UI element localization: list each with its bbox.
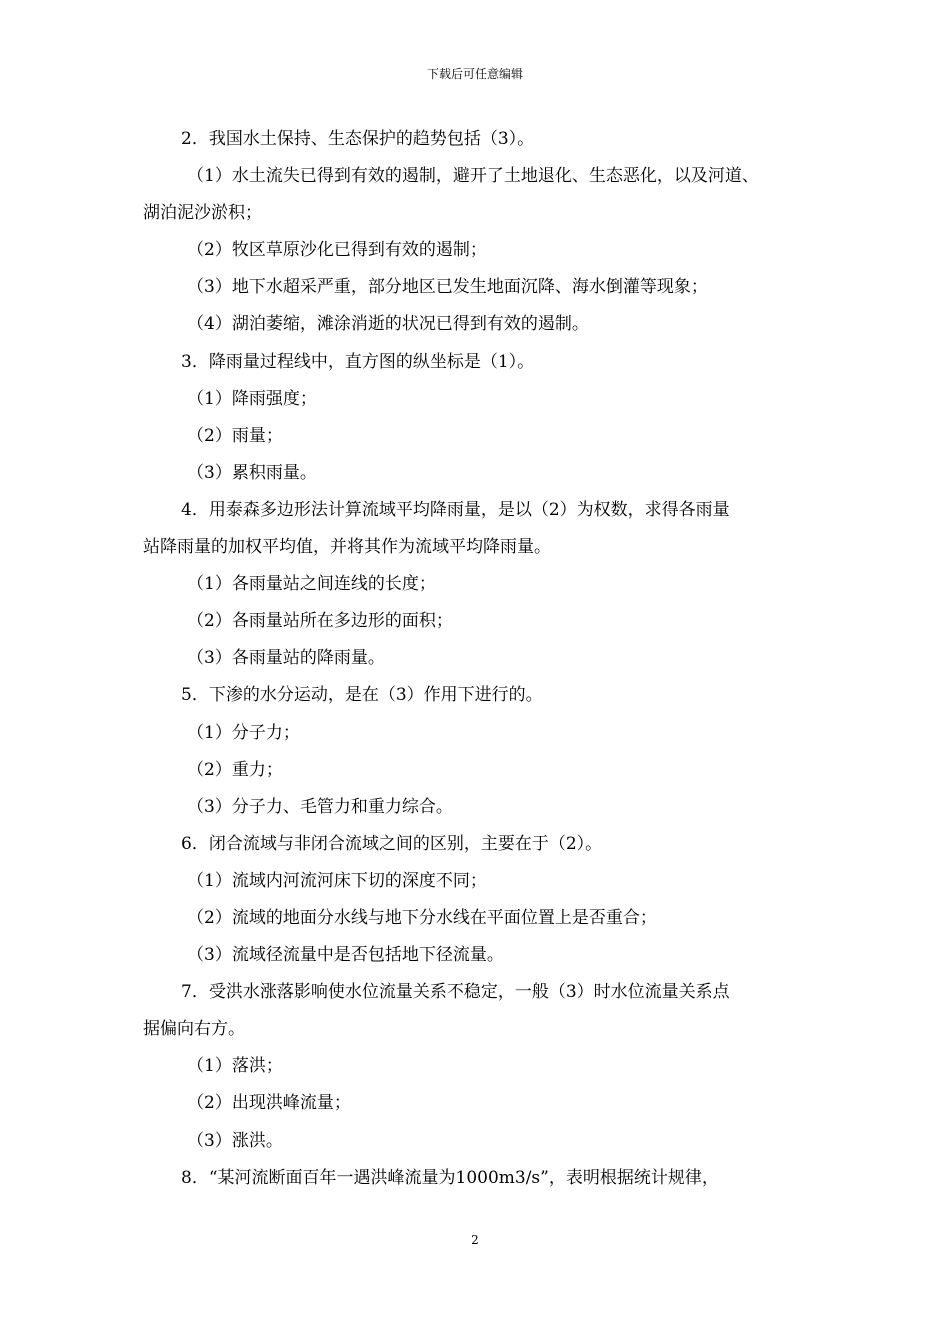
page-header: 下载后可任意编辑	[426, 67, 523, 81]
text-line: （3）累积雨量。	[187, 462, 317, 483]
text-line: （2）牧区草原沙化已得到有效的遏制；	[187, 240, 487, 261]
text-line: （2）雨量；	[187, 425, 283, 446]
text-line: 湖泊泥沙淤积；	[143, 203, 262, 224]
text-line: （1）分子力；	[187, 722, 300, 743]
text-line: （4）湖泊萎缩，滩涂消逝的状况已得到有效的遏制。	[187, 314, 589, 335]
text-line: （2）重力；	[187, 759, 283, 780]
text-line: （1）落洪；	[187, 1056, 283, 1077]
text-line: （2）出现洪峰流量；	[187, 1093, 351, 1114]
text-line: （2）各雨量站所在多边形的面积；	[187, 611, 453, 632]
text-line: 2．我国水土保持、生态保护的趋势包括（3）。	[181, 129, 535, 149]
text-line: （1）流域内河流河床下切的深度不同；	[187, 870, 487, 891]
text-line: 6．闭合流域与非闭合流域之间的区别，主要在于（2）。	[181, 833, 603, 854]
text-line: （3）流域径流量中是否包括地下径流量。	[187, 945, 504, 966]
text-line: 3．降雨量过程线中，直方图的纵坐标是（1）。	[181, 351, 535, 372]
text-line: （1）降雨强度；	[187, 388, 317, 409]
text-line: 8．“某河流断面百年一遇洪峰流量为1000m3/s”，表明根据统计规律，	[181, 1167, 719, 1188]
text-line: （3）各雨量站的降雨量。	[187, 648, 385, 669]
document-body	[143, 126, 811, 1202]
text-line: （3）分子力、毛管力和重力综合。	[187, 796, 453, 817]
text-line: （3）地下水超采严重，部分地区已发生地面沉降、海水倒灌等现象；	[187, 277, 708, 298]
text-line: （3）涨洪。	[187, 1130, 283, 1151]
text-line: 5．下渗的水分运动，是在（3）作用下进行的。	[181, 685, 543, 706]
text-line: 据偏向右方。	[143, 1019, 245, 1040]
text-line: （1）各雨量站之间连线的长度；	[187, 574, 436, 595]
text-line: （2）流域的地面分水线与地下分水线在平面位置上是否重合；	[187, 907, 657, 928]
text-line: 7．受洪水涨落影响使水位流量关系不稳定，一般（3）时水位流量关系点	[181, 982, 730, 1003]
text-line: 4．用泰森多边形法计算流域平均降雨量，是以（2）为权数，求得各雨量	[181, 499, 730, 520]
page-number: 2	[471, 1233, 479, 1247]
text-line: （1）水土流失已得到有效的遏制，避开了土地退化、生态恶化，以及河道、	[187, 166, 759, 187]
text-line: 站降雨量的加权平均值，并将其作为流域平均降雨量。	[143, 537, 551, 558]
